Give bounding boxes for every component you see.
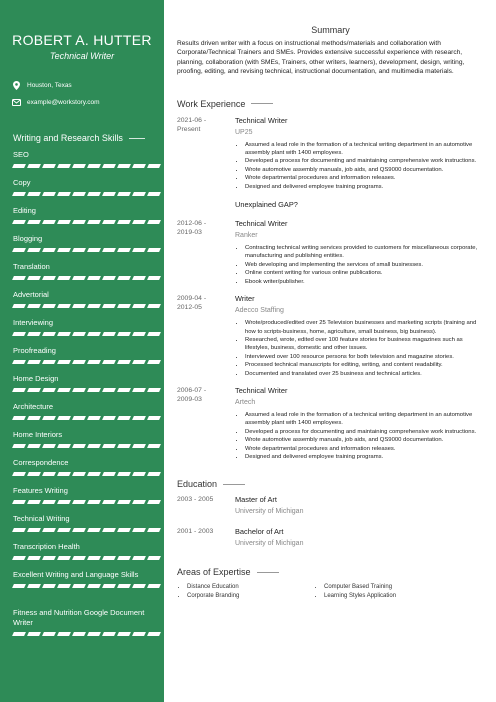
skill-level-segment [27,632,41,636]
skill-level-bar [13,500,164,504]
skill-level-segment [27,360,41,364]
skill-level-segment [147,528,161,532]
skill-level-segment [117,304,131,308]
skill-name: Blogging [13,234,43,243]
education-entry [177,527,484,549]
skill-level-segment [147,332,161,336]
skill-level-segment [27,388,41,392]
skill-level-segment [87,632,101,636]
skill-level-segment [132,472,146,476]
expertise-column [177,583,314,600]
skill-level-bar [13,556,164,560]
skill-level-segment [132,360,146,364]
skill-level-segment [132,164,146,168]
skill-level-segment [117,444,131,448]
skill-level-segment [147,556,161,560]
skill-item [13,483,164,511]
skill-level-segment [72,164,86,168]
skill-name: Advertorial [13,290,49,299]
job-bullets [235,244,484,286]
skill-level-segment [117,472,131,476]
skill-level-segment [117,332,131,336]
skill-level-segment [72,500,86,504]
skill-level-segment [12,248,26,252]
skill-level-segment [147,164,161,168]
skill-level-segment [27,500,41,504]
skill-level-segment [132,192,146,196]
skill-level-segment [87,556,101,560]
skill-level-segment [27,556,41,560]
skill-level-segment [132,632,146,636]
skill-level-bar [13,276,164,280]
degree: Bachelor of Art [235,527,284,537]
skill-level-segment [27,276,41,280]
job-entry [177,294,484,378]
expertise-column [314,583,451,600]
skill-name: Home Interiors [13,430,63,439]
skill-level-segment [12,472,26,476]
skill-name: Copy [13,178,31,187]
job-bullet: • Designed and delivered employee training programs. [245,183,484,191]
skill-level-segment [102,528,116,532]
skill-level-segment [57,556,71,560]
skill-level-segment [57,528,71,532]
skill-level-segment [117,528,131,532]
skill-level-bar [13,220,164,224]
skill-level-segment [132,416,146,420]
skill-level-bar [13,444,164,448]
skill-level-segment [12,164,26,168]
skill-level-segment [27,444,41,448]
skill-level-segment [72,632,86,636]
skill-level-bar [13,304,164,308]
summary-text: Results driven writer with a focus on instructional methods/materials and collaboration with Corporate/Technical Trainers and SMEs. Provides extensive successful experience with research, planning, collaboration (with SMEs, Trainers, other writers, learners), development, design, writing, proofing, editing, and revising technical, instructional documentation, and multimedia materials. [177,40,465,76]
skill-level-segment [57,192,71,196]
skill-level-segment [102,192,116,196]
skill-level-segment [27,248,41,252]
skill-level-segment [72,248,86,252]
job-bullet: • Interviewed over 100 resource persons for both television and magazine stories. [245,353,484,361]
skill-level-segment [117,632,131,636]
skill-level-segment [102,360,116,364]
skill-level-segment [57,304,71,308]
skill-level-segment [57,220,71,224]
skill-level-segment [87,332,101,336]
skill-level-segment [12,220,26,224]
job-dates: 2021-06 - Present [177,116,207,133]
skill-level-segment [42,220,56,224]
skills-heading: Writing and Research Skills [0,133,164,143]
expertise-item: • Computer Based Training [324,583,451,592]
job-entry [177,386,484,461]
skill-item [13,259,164,287]
skill-level-segment [12,416,26,420]
section-rule [223,484,245,485]
job-bullet: • Documented and translated over 25 business and technical articles. [245,370,484,378]
skill-name: Interviewing [13,318,54,327]
skill-level-segment [147,584,161,588]
skill-level-segment [57,444,71,448]
skill-name: Home Design [13,374,59,383]
job-bullets [235,319,484,378]
location-pin-icon [12,81,21,90]
skill-item [13,567,164,605]
degree: Master of Art [235,495,277,505]
job-bullet: • Ebook writer/publisher. [245,278,484,286]
skill-level-segment [132,556,146,560]
skills-list [0,147,164,643]
skill-name: Translation [13,262,50,271]
job-bullet: • Researched, wrote, edited over 100 feature stories for business magazines such as lifestyles, business, domestic and other issues. [245,336,484,353]
skill-level-segment [87,220,101,224]
job-entry [177,219,484,286]
skill-level-segment [147,388,161,392]
skill-level-segment [132,528,146,532]
skill-level-segment [72,416,86,420]
skill-level-segment [147,632,161,636]
email-row[interactable] [12,94,164,111]
skill-name: Editing [13,206,36,215]
skill-level-segment [72,220,86,224]
skill-level-segment [57,360,71,364]
skill-level-segment [12,304,26,308]
skill-level-bar [13,472,164,476]
skill-level-segment [42,584,56,588]
skill-name: Transcription Health [13,542,80,551]
skill-level-bar [13,248,164,252]
skill-level-segment [57,416,71,420]
skill-level-segment [102,500,116,504]
skill-level-bar [13,164,164,168]
job-org: Ranker [235,232,258,240]
skill-level-segment [57,632,71,636]
skill-level-segment [27,164,41,168]
skill-level-segment [102,416,116,420]
skill-level-segment [42,416,56,420]
skill-item [13,147,164,175]
education-dates: 2001 - 2003 [177,528,214,536]
skill-level-segment [147,444,161,448]
skill-level-segment [42,632,56,636]
sidebar [0,0,164,702]
skill-level-segment [27,220,41,224]
skill-level-bar [13,632,164,636]
skill-level-segment [42,444,56,448]
skill-level-segment [57,500,71,504]
skill-level-segment [27,528,41,532]
skill-level-segment [72,556,86,560]
skill-level-segment [27,416,41,420]
skill-level-bar [13,360,164,364]
skill-level-segment [87,416,101,420]
job-org: Adecco Staffing [235,307,284,315]
skill-level-segment [87,500,101,504]
skill-level-segment [147,220,161,224]
skill-level-segment [147,276,161,280]
skill-item [13,343,164,371]
skill-level-segment [132,332,146,336]
skill-level-segment [27,472,41,476]
education-dates: 2003 - 2005 [177,496,214,504]
skill-level-segment [102,632,116,636]
job-bullet: • Developed a process for documenting and maintaining comprehensive work instructions. [245,428,484,436]
skill-level-segment [27,304,41,308]
skill-level-segment [12,444,26,448]
job-bullet: • Assumed a lead role in the formation of a technical writing department in an automotive assembly plant with 1400 employees. [245,411,484,428]
summary-heading: Summary [311,25,350,35]
expertise-list [177,583,484,600]
skill-level-segment [12,332,26,336]
skill-level-segment [132,304,146,308]
expertise-item: • Corporate Branding [187,592,314,601]
skill-level-segment [72,472,86,476]
job-bullet: • Web developing and implementing the services of small businesses. [245,261,484,269]
expertise-item: • Learning Styles Application [324,592,451,601]
skill-name: Proofreading [13,346,56,355]
email-link[interactable]: example@workstory.com [27,99,100,106]
skill-level-segment [87,388,101,392]
job-bullets [235,141,484,191]
skill-level-segment [117,164,131,168]
skill-level-segment [42,528,56,532]
skill-item [13,371,164,399]
skill-name: Technical Writing [13,514,70,523]
skill-level-segment [42,192,56,196]
job-dates: 2009-04 - 2012-05 [177,295,207,312]
skill-level-segment [72,584,86,588]
skill-level-bar [13,584,164,588]
skill-level-segment [132,584,146,588]
skill-level-segment [102,164,116,168]
skill-level-segment [117,500,131,504]
contact-info [0,77,164,111]
location-text: Houston, Texas [27,82,72,89]
skill-level-segment [42,500,56,504]
skill-level-segment [12,388,26,392]
skill-level-segment [102,556,116,560]
job-role: Technical Writer [235,385,288,395]
main-content [177,0,484,600]
skill-level-segment [117,388,131,392]
work-experience-heading: Work Experience [177,99,484,109]
skill-level-segment [87,276,101,280]
skill-item [13,511,164,539]
skill-level-segment [42,360,56,364]
skill-level-segment [72,304,86,308]
skill-level-segment [102,220,116,224]
skill-item [13,427,164,455]
skill-level-segment [147,472,161,476]
job-role: Writer [235,294,255,304]
job-dates: 2012-06 - 2019-03 [177,220,207,237]
skill-level-segment [57,388,71,392]
skill-level-segment [87,444,101,448]
skill-item [13,315,164,343]
job-role: Technical Writer [235,115,288,125]
skill-item [13,399,164,427]
skill-level-segment [12,584,26,588]
job-bullet: • Designed and delivered employee training programs. [245,453,484,461]
skill-level-bar [13,192,164,196]
skill-name: Correspondence [13,458,69,467]
skill-level-segment [12,500,26,504]
skill-name: Fitness and Nutrition Google Document Writer [13,608,145,627]
skill-level-segment [87,584,101,588]
envelope-icon [12,98,21,107]
skill-level-segment [117,192,131,196]
skill-level-bar [13,332,164,336]
skill-level-segment [72,388,86,392]
skill-item [13,231,164,259]
job-bullet: • Assumed a lead role in the formation of a technical writing department in an automotive assembly plant with 1400 employees. [245,141,484,158]
skill-level-segment [12,528,26,532]
skill-name: SEO [13,150,29,159]
expertise-item: • Distance Education [187,583,314,592]
skill-level-bar [13,528,164,532]
skill-level-segment [117,556,131,560]
skill-level-segment [42,248,56,252]
skill-level-segment [72,276,86,280]
skill-level-bar [13,388,164,392]
skill-level-segment [117,584,131,588]
skill-level-segment [27,192,41,196]
skill-level-segment [57,164,71,168]
skill-level-segment [57,332,71,336]
job-bullet: • Wrote automotive assembly manuals, job aids, and QS9000 documentation. [245,436,484,444]
skill-level-segment [12,632,26,636]
skill-level-segment [132,388,146,392]
skill-level-segment [87,528,101,532]
skill-item [13,175,164,203]
candidate-name: ROBERT A. HUTTER [12,32,152,48]
job-bullet: • Online content writing for various online publications. [245,269,484,277]
job-role: Technical Writer [235,219,288,229]
job-dates: 2006-07 - 2009-03 [177,386,207,403]
skill-level-segment [147,248,161,252]
job-bullet: • Processed technical manuscripts for editing, writing, and content readability. [245,361,484,369]
skill-level-segment [117,248,131,252]
skill-level-segment [57,248,71,252]
education-entry [177,495,484,517]
job-bullet: • Wrote departmental procedures and information releases. [245,174,484,182]
skill-level-segment [117,360,131,364]
location-row [12,77,164,94]
skill-level-segment [72,360,86,364]
skill-name: Excellent Writing and Language Skills [13,570,139,579]
skill-level-segment [132,500,146,504]
skill-level-segment [57,472,71,476]
skill-level-segment [72,332,86,336]
skill-level-segment [117,220,131,224]
skill-level-segment [87,472,101,476]
skill-level-segment [132,444,146,448]
skill-level-segment [147,304,161,308]
skill-item [13,605,164,643]
skill-item [13,539,164,567]
skill-name: Architecture [13,402,54,411]
skill-level-segment [87,192,101,196]
employment-gap-note: Unexplained GAP? [235,200,298,210]
skill-level-segment [27,584,41,588]
skill-level-segment [87,304,101,308]
school: University of Michigan [235,540,304,548]
job-bullet: • Contracting technical writing services provided to customers for miscellaneous corporate, manufacturing and publishing entities. [245,244,484,261]
skill-level-segment [102,444,116,448]
skill-level-segment [72,528,86,532]
skill-level-segment [42,332,56,336]
skill-level-segment [57,276,71,280]
job-org: UP25 [235,128,253,136]
job-entry [177,116,484,209]
skill-level-segment [102,248,116,252]
job-bullet: • Developed a process for documenting and maintaining comprehensive work instructions. [245,157,484,165]
skill-item [13,455,164,483]
skill-level-segment [72,444,86,448]
skill-level-segment [147,416,161,420]
skill-level-segment [132,248,146,252]
skill-level-segment [12,192,26,196]
job-org: Artech [235,398,256,406]
skill-level-segment [12,556,26,560]
skill-level-segment [42,276,56,280]
skill-level-segment [72,192,86,196]
skill-item [13,287,164,315]
job-bullet: • Wrote automotive assembly manuals, job aids, and QS9000 documentation. [245,166,484,174]
section-rule [257,572,279,573]
school: University of Michigan [235,508,304,516]
skill-level-segment [27,332,41,336]
skill-level-segment [117,416,131,420]
skill-level-segment [102,472,116,476]
skill-level-segment [87,164,101,168]
skill-level-segment [117,276,131,280]
job-bullets [235,411,484,461]
skill-level-segment [147,360,161,364]
education-heading: Education [177,479,484,489]
skill-level-segment [147,500,161,504]
skill-level-segment [42,556,56,560]
skill-level-segment [132,220,146,224]
skill-name: Features Writing [13,486,68,495]
skill-level-segment [102,276,116,280]
section-rule [251,103,273,104]
skills-heading-rule [129,138,145,139]
skill-level-segment [42,164,56,168]
expertise-heading: Areas of Expertise [177,567,484,577]
skill-level-segment [147,192,161,196]
skill-level-segment [102,332,116,336]
skill-level-segment [12,360,26,364]
skill-level-segment [87,360,101,364]
skill-level-segment [102,584,116,588]
skill-level-segment [57,584,71,588]
skill-level-segment [102,388,116,392]
skill-level-segment [87,248,101,252]
candidate-title: Technical Writer [49,51,115,61]
skill-level-segment [12,276,26,280]
skill-level-segment [42,472,56,476]
skill-level-segment [102,304,116,308]
skill-level-segment [42,304,56,308]
skill-level-segment [132,276,146,280]
skill-level-segment [42,388,56,392]
job-bullet: • Wrote departmental procedures and information releases. [245,445,484,453]
skill-item [13,203,164,231]
job-bullet: • Wrote/produced/edited over 25 Television businesses and marketing scripts (training and how to scripts-business, home, agriculture, small business, big business). [245,319,484,336]
skill-level-bar [13,416,164,420]
